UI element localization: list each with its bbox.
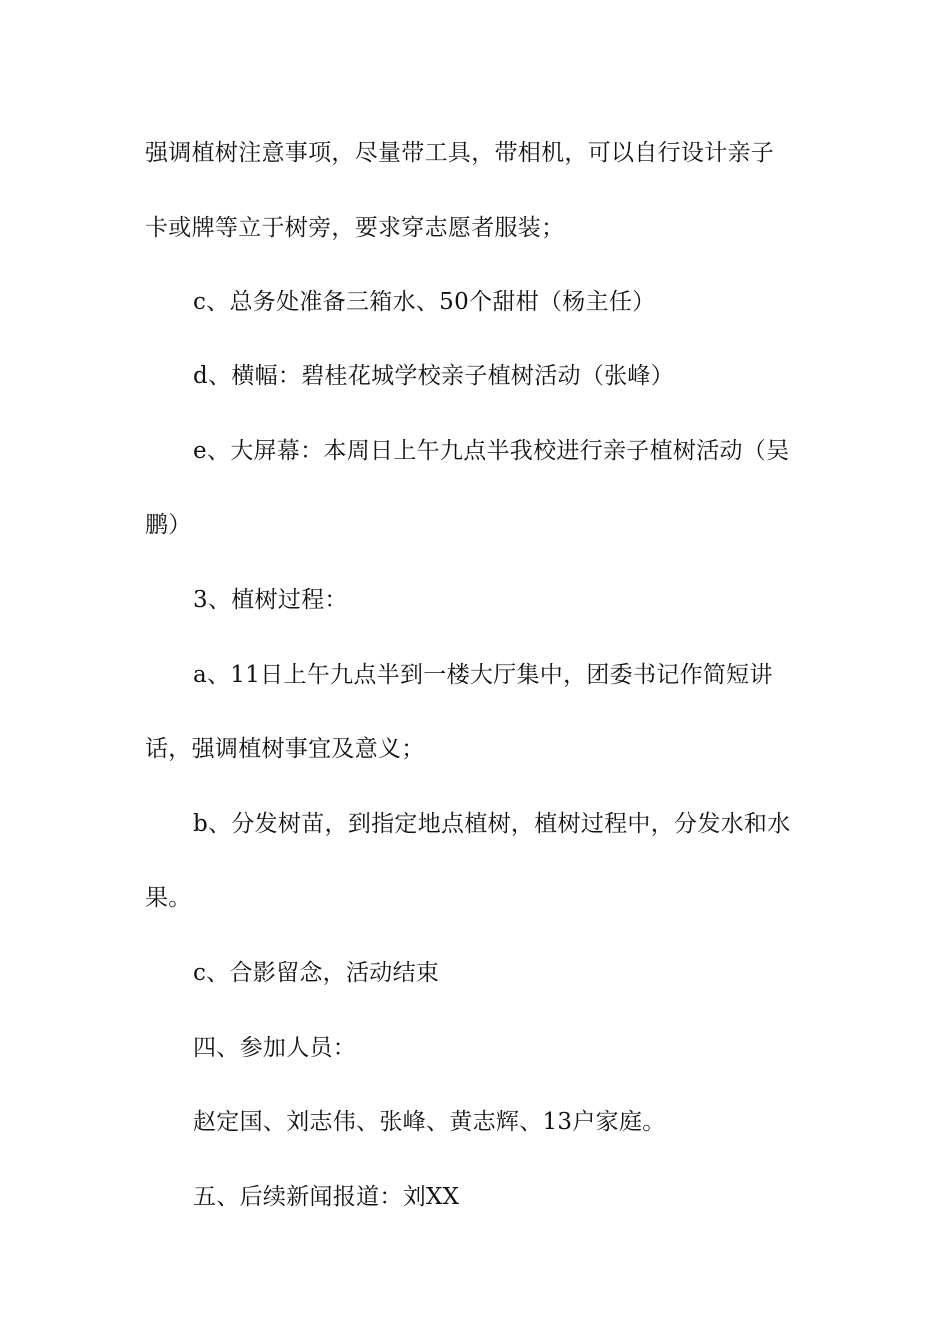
paragraph-line: c、总务处准备三箱水、50个甜柑（杨主任） <box>193 289 656 315</box>
paragraph-line: a、11日上午九点半到一楼大厅集中，团委书记作简短讲 <box>193 662 773 688</box>
paragraph-line: 赵定国、刘志伟、张峰、黄志辉、13户家庭。 <box>193 1109 666 1135</box>
paragraph-line: 鹏） <box>145 512 192 538</box>
paragraph-line: c、合影留念，活动结束 <box>193 960 440 986</box>
paragraph-line: b、分发树苗，到指定地点植树，植树过程中，分发水和水 <box>193 811 791 837</box>
paragraph-line: 话，强调植树事宜及意义； <box>145 736 425 762</box>
section-heading: 五、后续新闻报道：刘XX <box>193 1184 460 1210</box>
section-heading: 四、参加人员： <box>193 1035 357 1061</box>
section-heading: 3、植树过程： <box>193 587 348 613</box>
paragraph-line: e、大屏幕：本周日上午九点半我校进行亲子植树活动（吴 <box>193 438 790 464</box>
paragraph-line: 果。 <box>145 885 192 911</box>
paragraph-line: 强调植树注意事项，尽量带工具，带相机，可以自行设计亲子 <box>145 140 775 166</box>
paragraph-line: d、横幅：碧桂花城学校亲子植树活动（张峰） <box>193 363 675 389</box>
paragraph-line: 卡或牌等立于树旁，要求穿志愿者服装； <box>145 215 565 241</box>
